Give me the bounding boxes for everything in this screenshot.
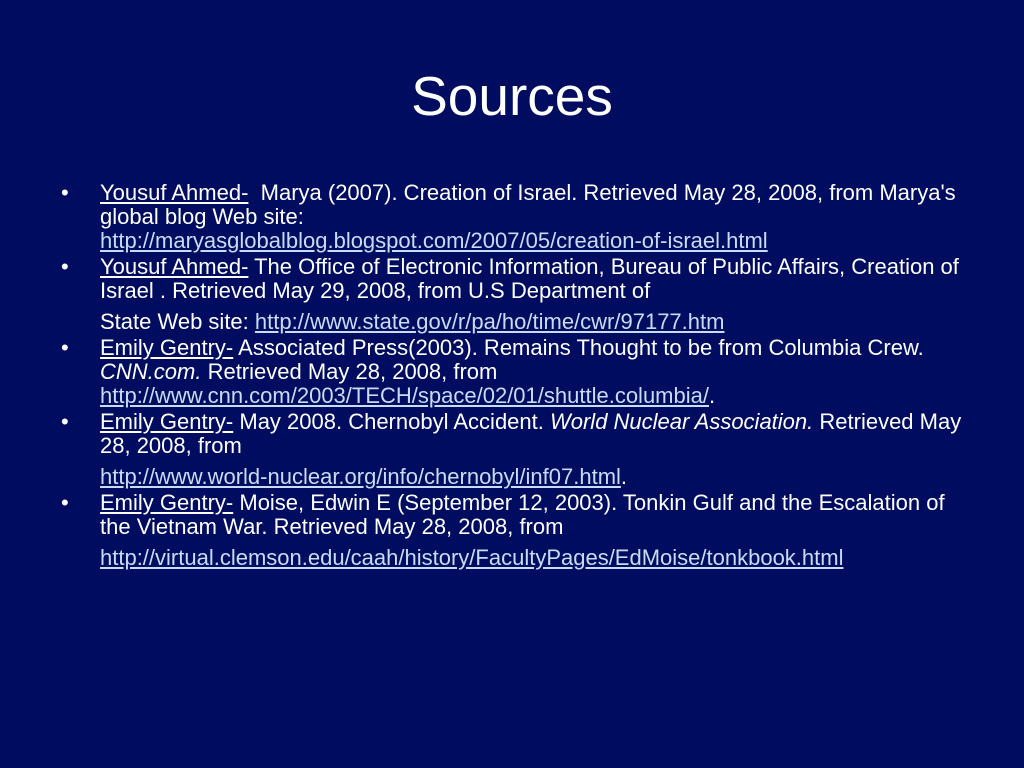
source-citation: Marya (2007). Creation of Israel. Retrieved May 28, 2008, from Marya's global blog Web site: — [100, 180, 962, 229]
source-entry — [61, 180, 980, 253]
source-citation-cont: Retrieved May 28, 2008, from — [201, 359, 498, 384]
source-citation: Moise, Edwin E (September 12, 2003). Tonkin Gulf and the Escalation of the Vietnam War. Retrieved May 28, 2008, from — [100, 490, 945, 539]
slide-title: Sources — [411, 65, 613, 127]
source-author: Emily Gentry- — [100, 409, 234, 434]
source-citation-cont: Retrieved May 28, 2008, from — [100, 409, 962, 458]
source-link[interactable]: http://maryasglobalblog.blogspot.com/2007/05/creation-of-israel.html — [100, 228, 768, 253]
source-entry — [61, 335, 980, 408]
source-citation: Associated Press(2003). Remains Thought to be from Columbia Crew. — [233, 335, 924, 360]
source-author: Yousuf Ahmed- — [100, 254, 249, 279]
source-entry — [61, 490, 980, 570]
source-author: Emily Gentry- — [100, 490, 234, 515]
source-entry — [61, 254, 980, 334]
source-citation: May 2008. Chernobyl Accident. — [233, 409, 550, 434]
period: . — [620, 464, 628, 489]
source-link[interactable]: http://www.world-nuclear.org/info/chernobyl/inf07.html — [100, 464, 621, 489]
source-author: Yousuf Ahmed- — [100, 180, 249, 205]
bullet: • — [61, 409, 69, 434]
bullet: • — [61, 180, 69, 205]
bullet: • — [61, 490, 69, 515]
sources-list — [61, 180, 980, 572]
source-link[interactable]: http://virtual.clemson.edu/caah/history/FacultyPages/EdMoise/tonkbook.html — [100, 545, 844, 570]
source-link[interactable]: http://www.state.gov/r/pa/ho/time/cwr/97177.htm — [254, 309, 725, 334]
bullet: • — [61, 254, 69, 279]
period: . — [708, 383, 716, 408]
source-link[interactable]: http://www.cnn.com/2003/TECH/space/02/01/shuttle.columbia/ — [100, 383, 709, 408]
source-citation-cont: State Web site: — [100, 309, 255, 334]
source-publication: World Nuclear Association. — [549, 409, 814, 434]
source-author: Emily Gentry- — [100, 335, 234, 360]
source-entry — [61, 409, 980, 489]
source-publication: CNN.com. — [100, 359, 202, 384]
source-citation: The Office of Electronic Information, Bureau of Public Affairs, Creation of Israel . Retrieved May 29, 2008, from U.S Department of — [100, 254, 959, 303]
bullet: • — [61, 335, 69, 360]
